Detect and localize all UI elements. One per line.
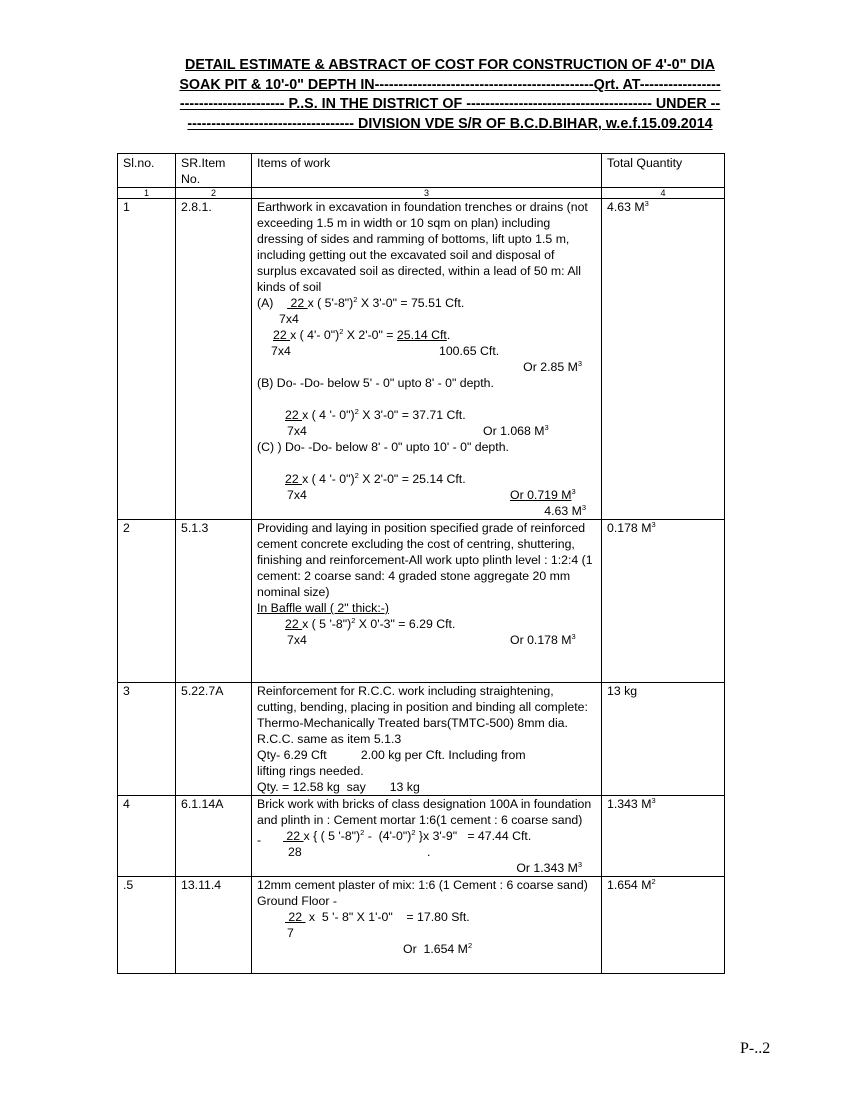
qty-exponent: 2	[651, 877, 656, 886]
calc-dimension: x ( 4 '- 0")	[302, 408, 355, 422]
calc-label: (A)	[257, 296, 274, 310]
calc-exponent: 2	[360, 828, 365, 837]
table-row	[118, 877, 725, 974]
calc-result: X 3'-0" = 37.71 Cft.	[358, 408, 466, 422]
calc-or	[257, 941, 596, 957]
calc-or-value: Or 0.178 M	[510, 633, 572, 647]
calc-numerator: 22	[285, 472, 303, 486]
calc-result: x 5 '- 8" X 1'-0" = 17.80 Sft.	[305, 910, 470, 924]
calc-line	[257, 844, 596, 860]
calc-dimension: x ( 4'- 0")	[290, 328, 340, 342]
calc-line	[257, 295, 596, 311]
col-header-slno: Sl.no.	[118, 154, 176, 188]
calc-denominator: 28	[288, 845, 302, 859]
calc-result: X 3'-0" = 75.51 Cft.	[357, 296, 465, 310]
item-subheading: Ground Floor -	[257, 894, 337, 908]
calc-dot: .	[427, 845, 431, 859]
qty-value: 1.343 M	[607, 797, 652, 811]
row-slno: 4	[118, 796, 176, 877]
calc-exponent: 3	[571, 487, 576, 496]
row-slno: .5	[118, 877, 176, 974]
calc-or	[257, 359, 596, 375]
calc-dimension: x ( 4 '- 0")	[302, 472, 355, 486]
col-header-sritem-b: No.	[181, 172, 201, 186]
calc-exponent: 2	[354, 407, 359, 416]
title-line-3: ---------------------- P..S. IN THE DISTRICT OF --------------------------------------- UNDER --	[179, 96, 721, 112]
calc-exponent: 3	[577, 359, 582, 368]
row-slno: 3	[118, 683, 176, 796]
table-row	[118, 199, 725, 520]
row-items	[252, 877, 602, 974]
calc-numerator: 22	[287, 296, 308, 310]
calc-line	[257, 909, 596, 925]
col-num-1: 1	[118, 188, 176, 199]
calc-exponent: 2	[411, 828, 416, 837]
row-sritem: 13.11.4	[176, 877, 252, 974]
calc-dash: -	[257, 833, 262, 847]
row-slno: 1	[118, 199, 176, 520]
calc-denominator: 7x4	[287, 424, 307, 438]
calc-dimension: x ( 5 '-8")	[302, 617, 352, 631]
calc-denominator: 7	[287, 926, 294, 940]
calc-line	[257, 487, 596, 503]
table-row	[118, 683, 725, 796]
calc-exponent: 2	[467, 941, 473, 950]
calc-line	[257, 407, 596, 423]
col-num-4: 4	[602, 188, 725, 199]
qty-value: 0.178 M	[607, 521, 652, 535]
calc-line	[257, 828, 596, 847]
calc-exponent: 3	[571, 632, 576, 641]
calc-or-value: Or 2.85 M	[523, 360, 578, 374]
calc-exponent: 3	[577, 860, 582, 869]
title-line-2: SOAK PIT & 10'-0" DEPTH IN----------------------------------------------Qrt. AT-----------------	[179, 76, 721, 93]
title-line-1: DETAIL ESTIMATE & ABSTRACT OF COST FOR CONSTRUCTION OF 4'-0" DIA	[185, 57, 715, 73]
qty-exponent: 3	[651, 520, 656, 529]
calc-dimension: x ( 5'-8")	[307, 296, 354, 310]
calc-or	[257, 860, 596, 876]
calc-numerator: 22	[273, 328, 291, 342]
calc-denominator: 7x4	[279, 312, 299, 326]
item-description: Providing and laying in position specified grade of reinforced cement concrete excluding the cost of centring, shuttering, finishing and reinforcement-All work upto plinth level : 1:2:4 (1 cement: 2 coarse sand: 4 graded stone aggregate 20 mm nominal size)	[257, 521, 593, 599]
col-num-3: 3	[252, 188, 602, 199]
calc-line: Qty. = 12.58 kg say 13 kg	[257, 780, 420, 794]
calc-exponent: 2	[339, 327, 344, 336]
calc-denominator: 7x4	[271, 344, 291, 358]
calc-numerator: 22	[285, 910, 306, 924]
calc-denominator: 7x4	[287, 488, 307, 502]
document-title	[120, 56, 780, 134]
row-qty	[602, 520, 725, 683]
calc-line: lifting rings needed.	[257, 764, 364, 778]
row-items	[252, 199, 602, 520]
calc-dimension: x { ( 5 '-8")	[303, 829, 361, 843]
col-header-sritem	[176, 154, 252, 188]
row-sritem: 5.1.3	[176, 520, 252, 683]
table-row	[118, 520, 725, 683]
col-header-qty: Total Quantity	[602, 154, 725, 188]
calc-value: 25.14 Cft	[396, 328, 447, 342]
calc-denominator: 7x4	[287, 633, 307, 647]
calc-line	[257, 423, 596, 439]
title-line-4: ----------------------------------- DIVISION VDE S/R OF B.C.D.BIHAR, w.e.f.15.09.2014	[187, 115, 713, 132]
row-qty	[602, 877, 725, 974]
calc-subitem: (B) Do- -Do- below 5' - 0" upto 8' - 0" depth.	[257, 376, 494, 390]
calc-result: }x 3'-9" = 47.44 Cft.	[415, 829, 532, 843]
header-row	[118, 154, 725, 188]
row-items	[252, 796, 602, 877]
calc-numerator: 22	[285, 408, 303, 422]
qty-value: 4.63 M	[607, 200, 645, 214]
estimate-table	[117, 153, 725, 974]
calc-line: Qty- 6.29 Cft 2.00 kg per Cft. Including from	[257, 748, 526, 762]
calc-result: X 2'-0" =	[343, 328, 397, 342]
calc-line: 22 x ( 4'- 0")$^2$ X 2'-0" = 25.14 Cft.	[273, 327, 451, 342]
calc-or-value: Or 1.343 M	[516, 861, 578, 875]
calc-total-line	[257, 503, 596, 519]
calc-result: X 0'-3" = 6.29 Cft.	[355, 617, 456, 631]
row-qty: 13 kg	[602, 683, 725, 796]
row-qty	[602, 199, 725, 520]
calc-line	[257, 471, 596, 487]
calc-exponent: 2	[353, 295, 358, 304]
row-slno: 2	[118, 520, 176, 683]
calc-line	[257, 632, 596, 648]
item-description: 12mm cement plaster of mix: 1:6 (1 Cement : 6 coarse sand)	[257, 878, 588, 892]
calc-numerator: 22	[283, 829, 304, 843]
item-description: Reinforcement for R.C.C. work including straightening, cutting, bending, placing in position and binding all complete: Thermo-Mechanically Treated bars(TMTC-500) 8mm dia. R.C.C. same as item 5.1.3	[257, 684, 588, 746]
qty-exponent: 3	[644, 199, 649, 208]
item-description: Brick work with bricks of class designation 100A in foundation and plinth in : Cement mortar 1:6(1 cement : 6 coarse sand)	[257, 797, 592, 827]
row-items	[252, 520, 602, 683]
col-header-items: Items of work	[252, 154, 602, 188]
calc-line	[257, 616, 596, 632]
calc-exponent: 3	[581, 503, 586, 512]
calc-or-value: Or 0.719 M	[510, 488, 572, 502]
row-sritem: 2.8.1.	[176, 199, 252, 520]
calc-or-value: Or 1.068 M	[483, 424, 545, 438]
calc-exponent: 3	[544, 423, 549, 432]
item-description: Earthwork in excavation in foundation trenches or drains (not exceeding 1.5 m in width or 10 sqm on plan) including dressing of sides and ramming of bottoms, lift upto 1.5 m, including getting out the excavated soil and disposal of surplus excavated soil as directed, within a lead of 50 m: All kinds of soil	[257, 200, 588, 294]
qty-exponent: 3	[651, 796, 656, 805]
row-items	[252, 683, 602, 796]
calc-numerator: 22	[285, 617, 303, 631]
item-subheading: In Baffle wall ( 2" thick:-)	[257, 601, 389, 615]
calc-result: X 2'-0" = 25.14 Cft.	[358, 472, 466, 486]
row-sritem: 6.1.14A	[176, 796, 252, 877]
calc-subitem: (C) ) Do- -Do- below 8' - 0" upto 10' - 0" depth.	[257, 440, 509, 454]
col-header-sritem-a: SR.Item	[181, 156, 226, 170]
col-num-2: 2	[176, 188, 252, 199]
calc-exponent: 2	[354, 471, 359, 480]
calc-total: 100.65 Cft.	[439, 344, 500, 358]
row-sritem: 5.22.7A	[176, 683, 252, 796]
row-qty	[602, 796, 725, 877]
table-row	[118, 796, 725, 877]
calc-line	[257, 343, 596, 359]
column-number-row	[118, 188, 725, 199]
qty-value: 1.654 M	[607, 878, 652, 892]
calc-total: 4.63 M	[544, 504, 582, 518]
calc-dimension-2: - (4'-0")	[364, 829, 412, 843]
calc-exponent: 2	[351, 616, 356, 625]
page-number: P-..2	[740, 1040, 771, 1057]
calc-or-value: Or 1.654 M	[403, 942, 468, 956]
